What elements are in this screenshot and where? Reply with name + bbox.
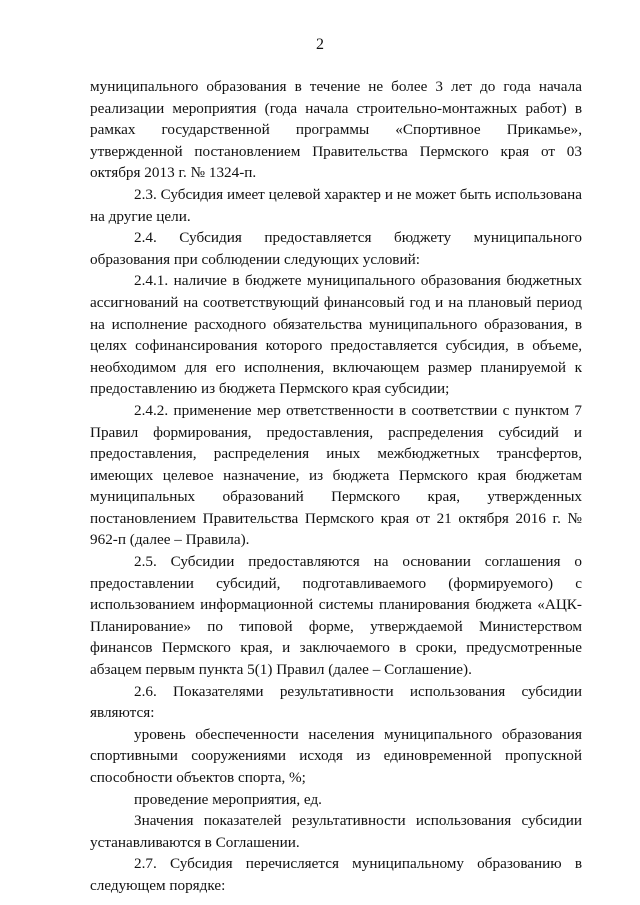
paragraph-2-5: 2.5. Субсидии предоставляются на основании соглашения о предоставлении субсидий, подготавливаемого (формируемого) с использованием информационной системы планирования бюджета «АЦК-Планирование» по типовой форме, утверждаемой Министерством финансов Пермского края, и заключаемого в сроки, предусмотренные абзацем первым пункта 5(1) Правил (далее – Соглашение). <box>90 553 582 679</box>
paragraph-indicator-values: Значения показателей результативности использования субсидии устанавливаются в Соглашении. <box>90 812 582 851</box>
paragraph-continuation: муниципального образования в течение не более 3 лет до года начала реализации мероприятия (года начала строительно-монтажных работ) в рамках государственной программы «Спортивное Прикамье», утвержденной постановлением Правительства Пермского края от 03 октября 2013 г. № 1324-п. <box>90 78 582 182</box>
paragraph-2-4-2: 2.4.2. применение мер ответственности в соответствии с пунктом 7 Правил формирования, предоставления, распределения субсидий и предоставления, распределения иных межбюджетных трансфертов, имеющих целевое назначение, из бюджета Пермского края бюджетам муниципальных образований Пермского края, утвержденных постановлением Правительства Пермского края от 21 октября 2016 г. № 962-п (далее – Правила). <box>90 401 582 549</box>
paragraph-2-4: 2.4. Субсидия предоставляется бюджету муниципального образования при соблюдении следующих условий: <box>90 229 582 268</box>
page-number: 2 <box>316 36 324 53</box>
paragraph-2-7: 2.7. Субсидия перечисляется муниципальному образованию в следующем порядке: <box>90 855 582 894</box>
paragraph-2-6: 2.6. Показателями результативности использования субсидии являются: <box>90 682 582 722</box>
paragraph-indicator-2: проведение мероприятия, ед. <box>134 790 322 808</box>
document-body <box>90 76 582 897</box>
paragraph-2-3: 2.3. Субсидия имеет целевой характер и не может быть использована на другие цели. <box>90 185 582 225</box>
paragraph-indicator-1: уровень обеспеченности населения муниципального образования спортивными сооружениями исходя из единовременной пропускной способности объектов спорта, %; <box>90 725 582 786</box>
paragraph-2-4-1: 2.4.1. наличие в бюджете муниципального образования бюджетных ассигнований на соответствующий финансовый год и на плановый период на исполнение расходного обязательства муниципального образования, в целях софинансирования которого предоставляется субсидия, в объеме, необходимом для его исполнения, включающем размер планируемой к предоставлению из бюджета Пермского края субсидии; <box>90 272 582 398</box>
